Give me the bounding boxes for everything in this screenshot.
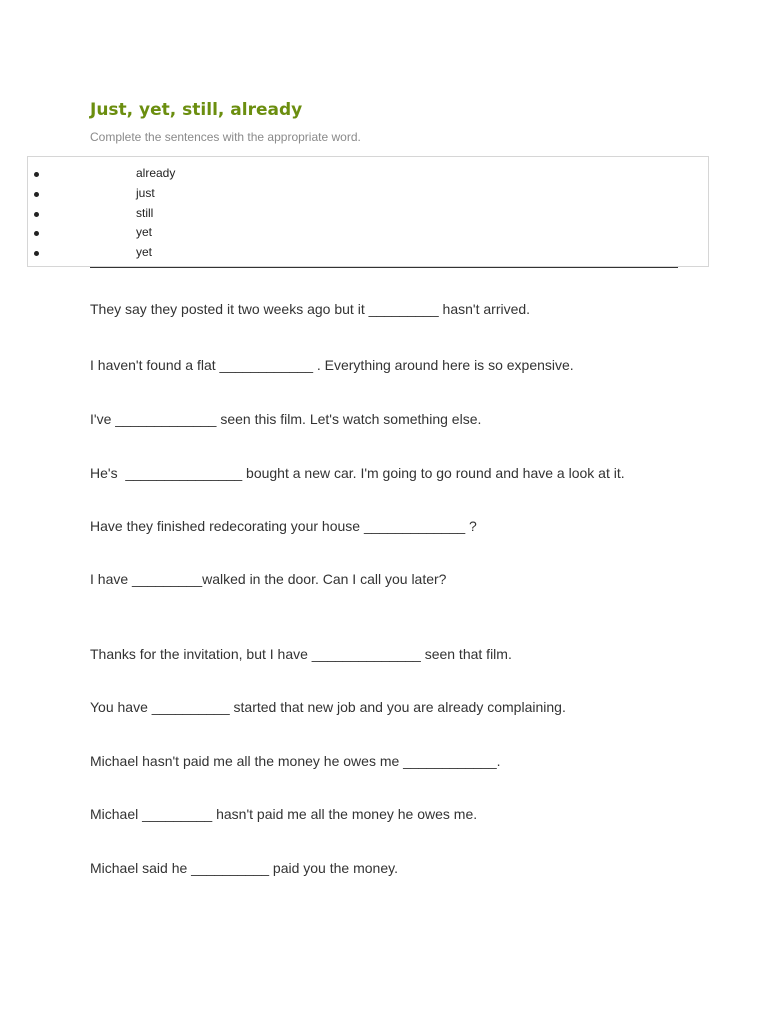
word-bank-word: still — [136, 205, 154, 220]
exercise-sentence-4: He's _______________ bought a new car. I'm going to go round and have a look at it. — [90, 465, 625, 481]
exercise-sentence-1: They say they posted it two weeks ago but it _________ hasn't arrived. — [90, 301, 531, 317]
exercise-sentence-10: Michael _________ hasn't paid me all the money he owes me. — [90, 806, 478, 822]
exercise-sentence-9: Michael hasn't paid me all the money he owes me ____________. — [90, 753, 501, 769]
word-bank-word: just — [136, 185, 155, 200]
bullet-icon — [34, 192, 39, 197]
word-bank-word: yet — [136, 225, 153, 240]
instructions: Complete the sentences with the appropriate word. — [90, 130, 361, 144]
word-bank-word: yet — [136, 245, 153, 260]
exercise-sentence-8: You have __________ started that new job and you are already complaining. — [90, 699, 566, 715]
bullet-icon — [34, 251, 39, 256]
bullet-icon — [34, 172, 39, 177]
word-bank-word: already — [136, 166, 176, 180]
exercise-sentence-6: I have _________walked in the door. Can I call you later? — [90, 571, 447, 587]
exercise-sentence-3: I've _____________ seen this film. Let's watch something else. — [90, 411, 482, 427]
exercise-sentence-2: I haven't found a flat ____________ . Everything around here is so expensive. — [90, 357, 574, 373]
page-title: Just, yet, still, already — [90, 100, 303, 120]
exercise-sentence-5: Have they finished redecorating your house _____________ ? — [90, 518, 477, 534]
divider-line — [90, 267, 678, 268]
bullet-icon — [34, 212, 39, 217]
exercise-sentence-11: Michael said he __________ paid you the money. — [90, 860, 398, 876]
exercise-sentence-7: Thanks for the invitation, but I have ______________ seen that film. — [90, 646, 512, 662]
bullet-icon — [34, 231, 39, 236]
word-bank-box — [27, 156, 709, 267]
